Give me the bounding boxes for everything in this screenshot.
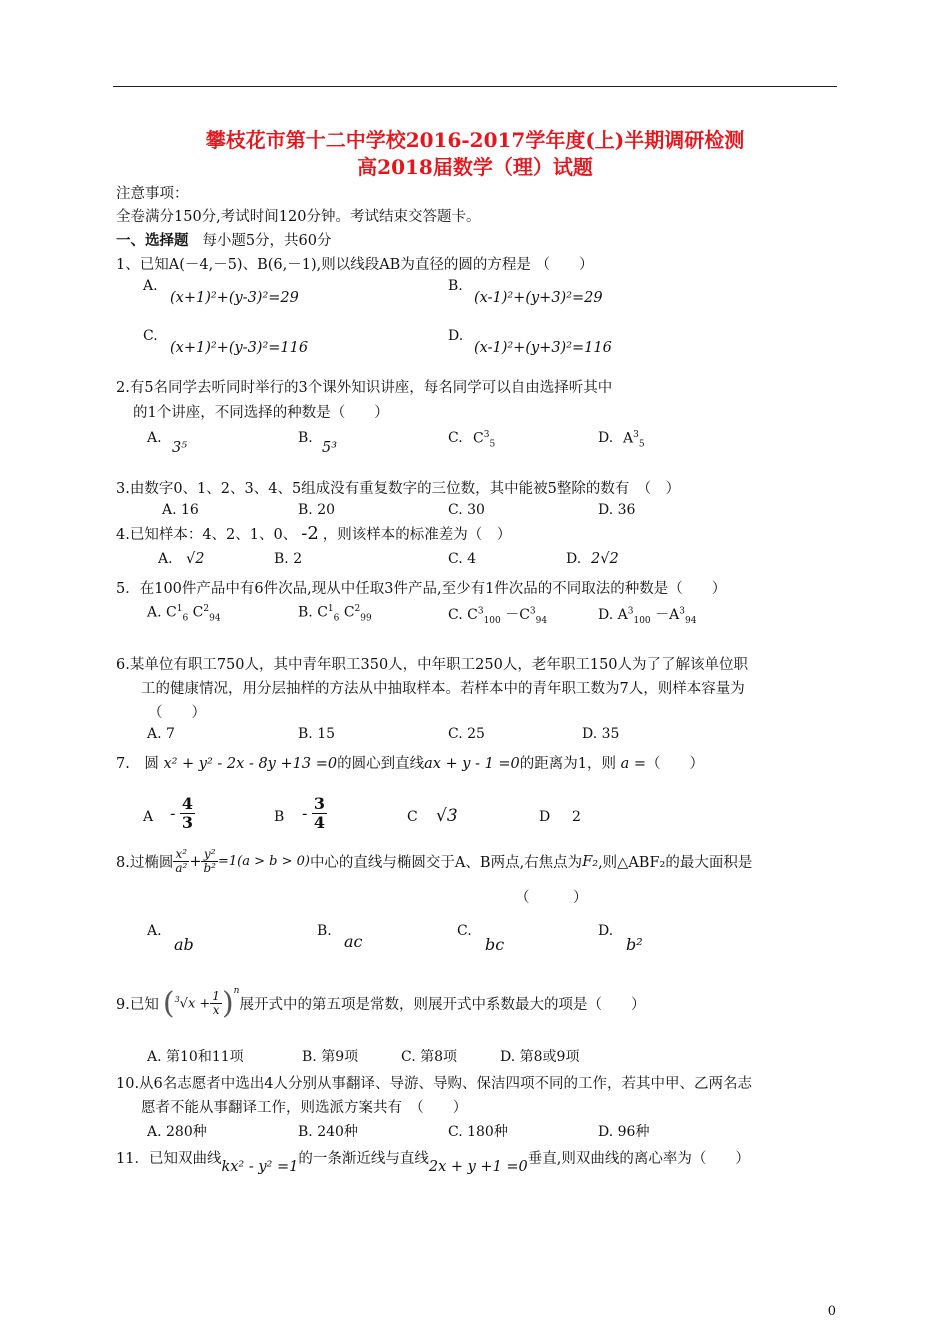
q3-opt-a: A. 16 — [162, 502, 199, 518]
q4-text: 4.已知样本：4、2、1、0、 -2 ，则该样本的标准差为（ ） — [116, 523, 512, 544]
q9-opt-c: C. 第8项 — [401, 1049, 458, 1065]
q2-opt-d: $A^3_5$ — [623, 430, 645, 450]
q2-opt-c: $C^3_5$ — [473, 430, 496, 450]
q8-opt-d: b² — [626, 935, 643, 954]
page-number: 0 — [827, 1304, 836, 1319]
q4-opt-a: √2 — [186, 551, 205, 567]
q3-opt-d: D. 36 — [598, 502, 636, 518]
q7-opt-d: 2 — [572, 809, 581, 825]
q8-opt-b: ac — [344, 932, 363, 951]
q2-opt-a: 3⁵ — [172, 440, 188, 456]
q8-opt-c: bc — [485, 935, 505, 954]
q8-opt-a-label: A. — [147, 923, 162, 939]
q8-opt-d-label: D. — [598, 923, 614, 939]
q7-opt-a-label: A — [143, 809, 154, 825]
q1-opt-a-label: A. — [143, 278, 158, 294]
q11-hyperbola-equation: kx² - y² =1 — [221, 1159, 299, 1175]
q1-opt-a: (x+1)²+(y-3)²=29 — [170, 290, 299, 306]
section-1-title: 一、选择题 — [116, 232, 189, 249]
q11-line-equation: 2x + y +1 =0 — [428, 1159, 528, 1175]
q7-opt-c: √3 — [436, 806, 458, 826]
q6-text-line-3: （ ） — [148, 705, 206, 721]
q9-opt-d: D. 第8或9项 — [500, 1049, 580, 1065]
q10-text-line-1: 10.从6名志愿者中选出4人分别从事翻译、导游、导购、保洁四项不同的工作，若其中甲、乙两名志 — [116, 1076, 753, 1092]
q10-opt-b: B. 240种 — [298, 1124, 358, 1140]
q2-text-line-1: 2.有5名同学去听同时举行的3个课外知识讲座，每名同学可以自由选择听其中 — [116, 380, 613, 396]
q1-opt-c: (x+1)²+(y-3)²=116 — [170, 340, 309, 356]
q9-opt-b: B. 第9项 — [302, 1049, 359, 1065]
q5-opt-d: D. $A^3_{100} -A^3_{94}$ — [598, 606, 697, 626]
notes-text: 全卷满分150分,考试时间120分钟。考试结束交答题卡。 — [116, 209, 481, 225]
q5-opt-b: B. $C^1_6$ $C^2_{99}$ — [298, 604, 372, 624]
q4-opt-d: 2√2 — [591, 551, 619, 567]
title-line-2: 高2018届数学（理）试题 — [357, 155, 593, 179]
q6-text-line-1: 6.某单位有职工750人，其中青年职工350人，中年职工250人，老年职工150人为了了解该单位职 — [116, 657, 749, 673]
q3-text: 3.由数字0、1、2、3、4、5组成没有重复数字的三位数，其中能被5整除的数有 （ ） — [116, 481, 681, 497]
q8-answer-paren: （ ） — [515, 890, 588, 906]
q2-text-line-2: 的1个讲座，不同选择的种数是（ ） — [133, 405, 389, 421]
q3-opt-b: B. 20 — [298, 502, 336, 518]
q6-opt-b: B. 15 — [298, 726, 336, 742]
q4-opt-b: B. 2 — [274, 551, 303, 567]
q5-opt-a: A. $C^1_6$ $C^2_{94}$ — [147, 604, 221, 624]
q10-opt-c: C. 180种 — [448, 1124, 508, 1140]
q1-opt-b: (x-1)²+(y+3)²=29 — [474, 290, 603, 306]
q2-opt-b: 5³ — [322, 440, 338, 456]
q1-opt-c-label: C. — [143, 328, 158, 344]
q10-opt-a: A. 280种 — [147, 1124, 207, 1140]
q8-text: 8.过椭圆 $\frac{\text{x²}}{\text{a²}}$ + $\frac{\text{y²}}{\text{b²}}$ =1(a > b > 0) 中心的直线与椭圆交于A、B两点,右焦点为 F₂ ,则△ABF₂的最大面积是 — [116, 847, 753, 876]
q4-opt-a-label: A. — [158, 551, 173, 567]
q3-opt-c: C. 30 — [448, 502, 485, 518]
q6-text-line-2: 工的健康情况，用分层抽样的方法从中抽取样本。若样本中的青年职工数为7人，则样本容量为 — [141, 681, 745, 697]
q7-text: 7. 圆 x² + y² - 2x - 8y +13 =0的圆心到直线ax + y - 1 =0的距离为1，则 a =（ ） — [116, 756, 705, 772]
q1-text: 1、已知A(－4,－5)、B(6,－1),则以线段AB为直径的圆的方程是 （ ） — [116, 257, 594, 273]
q7-opt-b: - $\frac{3}{4}$ — [302, 794, 325, 832]
section-1-desc: 每小题5分，共60分 — [202, 233, 332, 249]
q2-opt-c-label: C. — [448, 430, 463, 446]
section-1-heading — [116, 229, 332, 250]
q8-ellipse-x-term: $\frac{\text{x²}}{\text{a²}}$ — [175, 847, 188, 876]
q6-opt-c: C. 25 — [448, 726, 485, 742]
q8-opt-a: ab — [174, 935, 194, 954]
q10-opt-d: D. 96种 — [598, 1124, 650, 1140]
q7-opt-b-label: B — [274, 809, 285, 825]
q4-opt-d-label: D. — [566, 551, 582, 567]
q2-opt-d-label: D. — [598, 430, 614, 446]
q4-neg-value: -2 — [301, 523, 319, 544]
q9-opt-a: A. 第10和11项 — [147, 1049, 244, 1065]
q9-reciprocal-term: $\frac{1}{x}$ — [212, 988, 220, 1017]
q11-text: 11．已知双曲线kx² - y² =1的一条渐近线与直线2x + y +1 =0垂直,则双曲线的离心率为（ ） — [116, 1151, 750, 1175]
q7-line-equation: ax + y - 1 =0 — [424, 756, 520, 772]
q9-cube-root-term: $^3$√x + — [174, 995, 211, 1012]
q5-opt-c: C. $C^3_{100} -C^3_{94}$ — [448, 606, 548, 626]
notes-heading: 注意事项： — [116, 186, 189, 202]
q8-opt-b-label: B. — [317, 923, 332, 939]
q2-opt-b-label: B. — [298, 430, 313, 446]
q9-text: 9.已知 ( $^3$√x + $\frac{1}{x}$ ) n 展开式中的第五项是常数，则展开式中系数最大的项是（ ） — [116, 986, 646, 1021]
header-rule — [113, 86, 837, 87]
q1-opt-d-label: D. — [448, 328, 464, 344]
q5-text: 5．在100件产品中有6件次品,现从中任取3件产品,至少有1件次品的不同取法的种数是（ ） — [116, 581, 727, 597]
q1-opt-d: (x-1)²+(y+3)²=116 — [474, 340, 612, 356]
q6-opt-a: A. 7 — [147, 726, 175, 742]
q8-ellipse-y-term: $\frac{\text{y²}}{\text{b²}}$ — [203, 847, 216, 876]
q10-text-line-2: 愿者不能从事翻译工作，则选派方案共有 （ ） — [141, 1100, 468, 1116]
q7-opt-d-label: D — [539, 809, 551, 825]
title-line-1: 攀枝花市第十二中学校2016-2017学年度(上)半期调研检测 — [205, 128, 745, 152]
q6-opt-d: D. 35 — [582, 726, 620, 742]
q7-opt-c-label: C — [407, 809, 418, 825]
q2-opt-a-label: A. — [147, 430, 162, 446]
q7-opt-a: - $\frac{4}{3}$ — [170, 794, 193, 832]
q8-opt-c-label: C. — [457, 923, 472, 939]
q1-opt-b-label: B. — [448, 278, 463, 294]
q4-opt-c: C. 4 — [448, 551, 477, 567]
q7-circle-equation: x² + y² - 2x - 8y +13 =0 — [163, 756, 338, 772]
